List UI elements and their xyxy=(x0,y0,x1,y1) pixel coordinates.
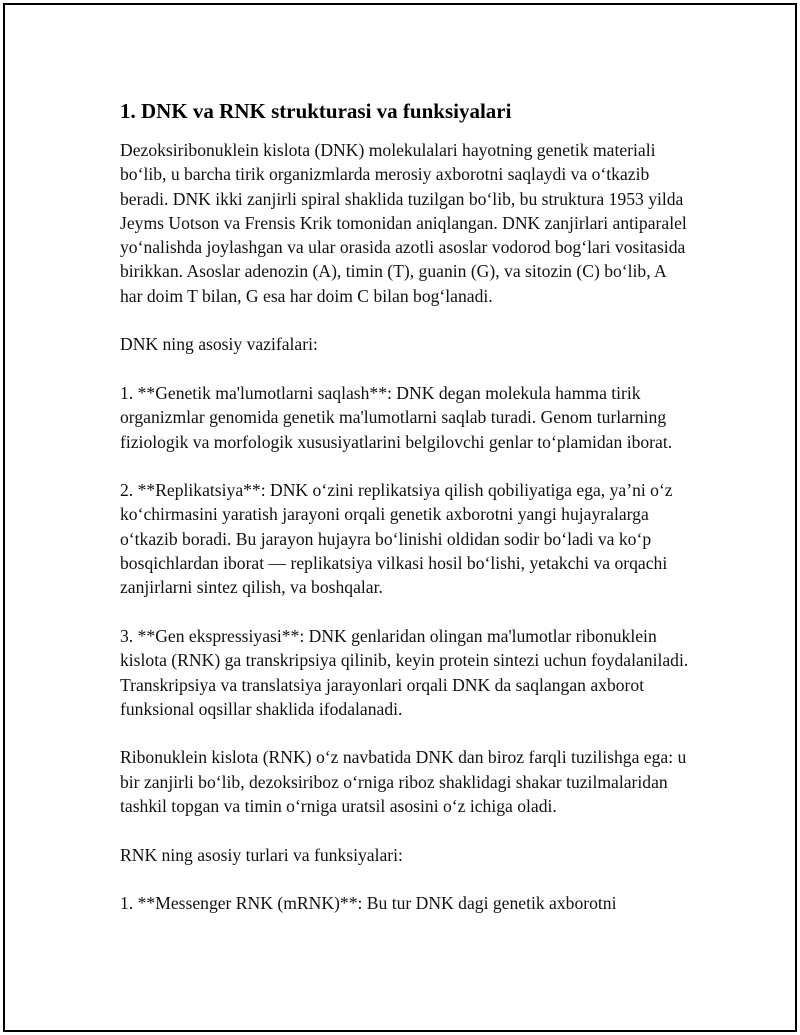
paragraph-function-storage: 1. **Genetik ma'lumotlarni saqlash**: DNK degan molekula hamma tirik organizmlar genomida genetik ma'lumotlarni saqlab turadi. Genom turlarning fiziologik va morfologik xususiyatlarini belgilovchi genlar to‘plamidan iborat. xyxy=(120,382,673,452)
section-heading: 1. DNK va RNK strukturasi va funksiyalari xyxy=(120,99,512,123)
paragraph-rna-intro: Ribonuklein kislota (RNK) o‘z navbatida DNK dan biroz farqli tuzilishga ega: u bir zanjirli bo‘lib, dezoksiriboz o‘rniga riboz shaklidagi shakar tuzilmalaridan tashkil topgan va timin o‘rniga uratsil asosini o‘z ichiga oladi. xyxy=(120,747,687,817)
paragraph-rna-types-title: RNK ning asosiy turlari va funksiyalari: xyxy=(120,844,403,865)
paragraph-rna-messenger: 1. **Messenger RNK (mRNK)**: Bu tur DNK dagi genetik axborotni xyxy=(120,893,617,914)
document-page xyxy=(3,3,797,1032)
document-body xyxy=(120,97,692,940)
paragraph-function-replication: 2. **Replikatsiya**: DNK o‘zini replikatsiya qilish qobiliyatiga ega, ya’ni o‘z ko‘chirmasini yaratish jarayoni orqali genetik axborotni yangi hujayralarga o‘tkazib boradi. Bu jarayon hujayra bo‘linishi oldidan sodir bo‘ladi va ko‘p bosqichlardan iborat — replikatsiya vilkasi hosil bo‘lishi, yetakchi va orqachi zanjirlarni sintez qilish, va boshqalar. xyxy=(120,480,673,598)
paragraph-function-expression: 3. **Gen ekspressiyasi**: DNK genlaridan olingan ma'lumotlar ribonuklein kislota (RNK) ga transkripsiya qilinib, keyin protein sintezi uchun foydalaniladi. Transkripsiya va translatsiya jarayonlari orqali DNK da saqlangan axborot funksional oqsillar shaklida ifodalanadi. xyxy=(120,625,689,719)
paragraph-dna-functions-title: DNK ning asosiy vazifalari: xyxy=(120,334,318,355)
paragraph-dna-intro: Dezoksiribonuklein kislota (DNK) molekulalari hayotning genetik materiali bo‘lib, u barcha tirik organizmlarda merosiy axborotni saqlaydi va o‘tkazib beradi. DNK ikki zanjirli spiral shaklida tuzilgan bo‘lib, bu struktura 1953 yilda Jeyms Uotson va Frensis Krik tomonidan aniqlangan. DNK zanjirlari antiparalel yo‘nalishda joylashgan va ular orasida azotli asoslar vodorod bog‘lari vositasida birikkan. Asoslar adenozin (A), timin (T), guanin (G), va sitozin (C) bo‘lib, A har doim T bilan, G esa har doim C bilan bog‘lanadi. xyxy=(120,140,687,306)
